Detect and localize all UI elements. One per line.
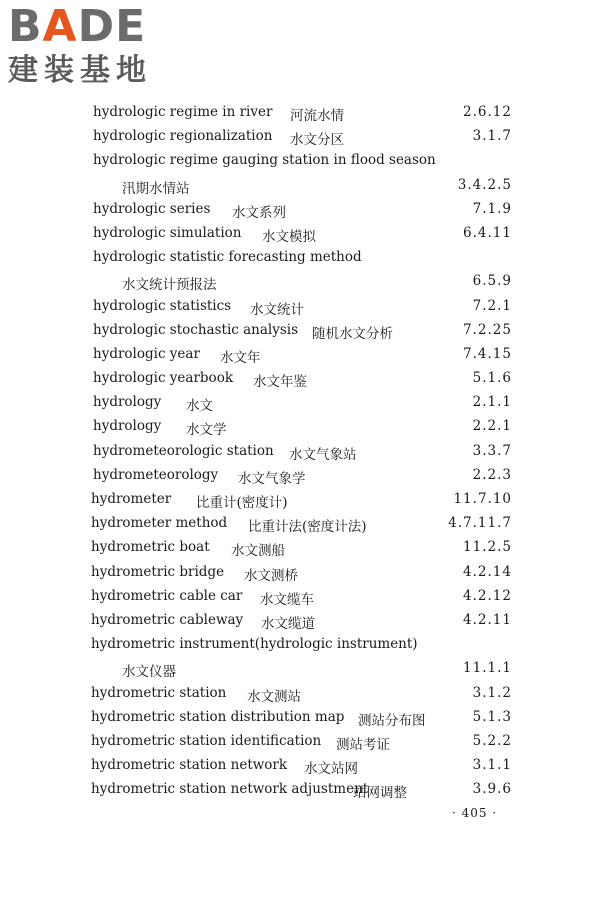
- entry-english-term: hydrometer: [91, 491, 172, 507]
- bade-logo: [8, 1, 178, 94]
- glossary-entry: [0, 394, 600, 418]
- glossary-entry: [0, 539, 600, 563]
- glossary-entry: [0, 564, 600, 588]
- entry-chinese-term: 比重计法(密度计法): [248, 519, 367, 536]
- entry-english-term: hydrologic yearbook: [93, 370, 233, 387]
- glossary-entry: [0, 152, 600, 176]
- entry-section-ref: 7.2.25: [463, 321, 512, 338]
- entry-chinese-term: 水文: [186, 398, 213, 415]
- entry-chinese-term: 站网调整: [353, 785, 407, 802]
- entry-chinese-term: 河流水情: [290, 108, 344, 124]
- entry-chinese-term: 测站考证: [336, 736, 390, 753]
- entry-chinese-term: 水文缆道: [261, 615, 315, 632]
- glossary-entry: [0, 418, 600, 442]
- entry-chinese-term: 水文学: [186, 422, 227, 439]
- glossary-entry: [0, 757, 600, 781]
- entry-section-ref: 7.4.15: [463, 345, 512, 362]
- glossary-entry: [0, 104, 600, 128]
- entry-chinese-term: 比重计(密度计): [196, 495, 288, 511]
- entry-english-term: hydrologic statistics: [93, 297, 232, 314]
- glossary-entry: [0, 709, 600, 733]
- entry-chinese-term: 水文系列: [232, 204, 286, 221]
- entry-english-term: hydrometric cable car: [91, 587, 243, 604]
- entry-chinese-term: 水文缆车: [260, 591, 314, 608]
- glossary-entry: [0, 177, 600, 201]
- entry-section-ref: 6.5.9: [472, 273, 512, 290]
- entry-english-term: hydrometric instrument(hydrologic instrument): [91, 636, 418, 653]
- glossary-entry: [0, 443, 600, 467]
- entry-section-ref: 11.2.5: [463, 539, 512, 556]
- entry-chinese-term: 水文测船: [231, 543, 285, 560]
- page-number: · 405 ·: [452, 806, 498, 820]
- glossary-entry: [0, 322, 600, 346]
- entry-section-ref: 5.1.6: [472, 370, 512, 387]
- glossary-entry: [0, 201, 600, 225]
- entry-chinese-term: 水文测站: [247, 688, 301, 705]
- entry-english-term: hydrologic series: [93, 200, 211, 217]
- entry-section-ref: 3.9.6: [472, 781, 512, 798]
- entry-english-term: hydrology: [93, 418, 162, 435]
- glossary-entry: [0, 491, 600, 515]
- entry-section-ref: 5.1.3: [472, 708, 512, 725]
- glossary-entry: [0, 298, 600, 322]
- entry-english-term: hydrometric cableway: [91, 611, 244, 628]
- entry-chinese-term: 水文气象学: [238, 470, 306, 487]
- entry-chinese-term: 汛期水情站: [122, 180, 190, 197]
- glossary-entry: [0, 249, 600, 273]
- glossary-entry: [0, 346, 600, 370]
- glossary-entry: [0, 685, 600, 709]
- entry-english-term: hydrologic regime in river: [93, 104, 273, 120]
- entry-section-ref: 11.7.10: [453, 491, 512, 507]
- entry-english-term: hydrometric bridge: [91, 563, 225, 580]
- entry-section-ref: 7.1.9: [472, 200, 512, 217]
- entry-chinese-term: 水文统计: [250, 301, 304, 318]
- entry-section-ref: 3.1.7: [472, 128, 512, 145]
- entry-section-ref: 5.2.2: [472, 732, 512, 749]
- glossary-entries: [0, 104, 600, 805]
- entry-english-term: hydrologic regionalization: [93, 128, 273, 145]
- logo-subtitle: 建装基地: [8, 53, 152, 88]
- glossary-entry: [0, 273, 600, 297]
- entry-chinese-term: 水文模拟: [262, 228, 316, 245]
- entry-section-ref: 4.2.14: [463, 563, 512, 580]
- entry-chinese-term: 水文年: [220, 349, 261, 366]
- logo-letters-de: DE: [77, 1, 147, 52]
- glossary-entry: [0, 588, 600, 612]
- entry-english-term: hydrometric station network: [91, 757, 288, 774]
- glossary-entry: [0, 225, 600, 249]
- glossary-entry: [0, 612, 600, 636]
- entry-chinese-term: 水文仪器: [122, 664, 176, 681]
- entry-english-term: hydrologic simulation: [93, 224, 242, 241]
- glossary-entry: [0, 733, 600, 757]
- entry-chinese-term: 水文站网: [304, 761, 358, 778]
- entry-english-term: hydrometric station: [91, 684, 227, 701]
- logo-letter-b: B: [8, 1, 43, 52]
- entry-english-term: hydrology: [93, 394, 162, 411]
- entry-section-ref: 3.3.7: [472, 442, 512, 459]
- entry-chinese-term: 水文测桥: [244, 567, 298, 584]
- entry-section-ref: 2.2.1: [472, 418, 512, 435]
- glossary-entry: [0, 515, 600, 539]
- entry-section-ref: 3.1.2: [472, 684, 512, 701]
- entry-chinese-term: 水文年鉴: [253, 374, 307, 391]
- entry-chinese-term: 随机水文分析: [312, 325, 393, 342]
- entry-english-term: hydrologic regime gauging station in flood season: [93, 152, 436, 169]
- entry-section-ref: 4.2.12: [463, 587, 512, 604]
- logo-wordmark: [8, 1, 178, 52]
- entry-section-ref: 11.1.1: [463, 660, 512, 677]
- entry-english-term: hydrologic stochastic analysis: [93, 321, 299, 338]
- entry-section-ref: 6.4.11: [463, 224, 512, 241]
- entry-section-ref: 3.1.1: [472, 757, 512, 774]
- glossary-entry: [0, 781, 600, 805]
- entry-chinese-term: 水文气象站: [289, 446, 357, 463]
- glossary-entry: [0, 467, 600, 491]
- entry-english-term: hydrometric station distribution map: [91, 708, 345, 725]
- glossary-entry: [0, 128, 600, 152]
- entry-english-term: hydrometric station network adjustment: [91, 781, 369, 798]
- entry-section-ref: 4.2.11: [463, 611, 512, 628]
- entry-chinese-term: 水文分区: [290, 132, 344, 149]
- entry-section-ref: 2.1.1: [472, 394, 512, 411]
- entry-section-ref: 4.7.11.7: [448, 515, 512, 532]
- logo-letter-a: A: [42, 1, 78, 52]
- entry-english-term: hydrologic statistic forecasting method: [93, 249, 362, 266]
- entry-section-ref: 3.4.2.5: [457, 176, 512, 193]
- entry-english-term: hydrometric boat: [91, 539, 210, 556]
- entry-english-term: hydrologic year: [93, 345, 200, 362]
- glossary-entry: [0, 370, 600, 394]
- entry-english-term: hydrometer method: [91, 515, 228, 532]
- entry-english-term: hydrometeorology: [93, 466, 219, 483]
- entry-section-ref: 2.2.3: [472, 466, 512, 483]
- entry-english-term: hydrometeorologic station: [93, 442, 274, 459]
- entry-chinese-term: 水文统计预报法: [122, 277, 217, 294]
- entry-section-ref: 2.6.12: [463, 104, 512, 120]
- entry-chinese-term: 测站分布图: [358, 712, 426, 729]
- entry-english-term: hydrometric station identification: [91, 732, 322, 749]
- entry-section-ref: 7.2.1: [472, 297, 512, 314]
- glossary-entry: [0, 636, 600, 660]
- glossary-entry: [0, 660, 600, 684]
